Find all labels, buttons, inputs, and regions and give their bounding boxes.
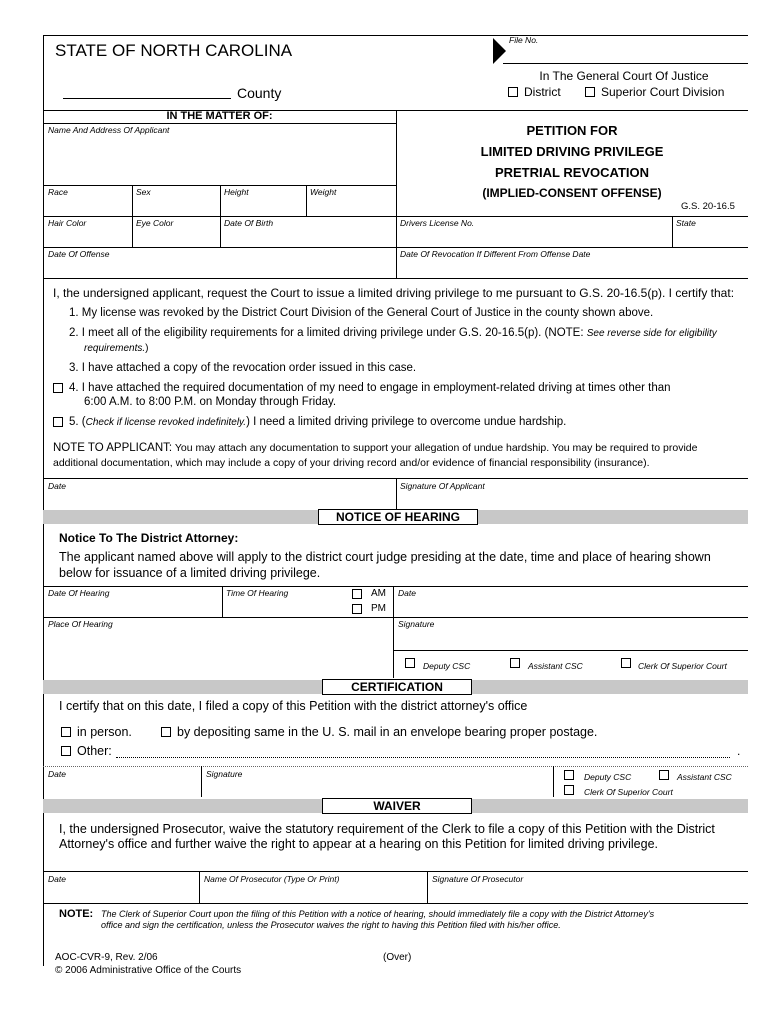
other-checkbox[interactable] <box>61 746 71 756</box>
dob-label: Date Of Birth <box>224 218 274 228</box>
hearing-assistant-csc-label: Assistant CSC <box>528 661 583 671</box>
certify-item-4: 4. I have attached the required documentation of my need to engage in employment-related driving at times other than <box>69 382 671 394</box>
other-label: Other: <box>77 744 112 758</box>
petition-title-3: PRETRIAL REVOCATION <box>494 165 650 180</box>
license-no-label: Drivers License No. <box>400 218 475 228</box>
certify-item-2-cont: requirements.) <box>84 343 149 354</box>
name-address-label: Name And Address Of Applicant <box>48 125 170 135</box>
certify-item-4-cont: 6:00 A.M. to 8:00 P.M. on Monday through Friday. <box>84 396 337 408</box>
pm-label: PM <box>371 603 386 614</box>
certify-item-5: 5. (Check if license revoked indefinitely.) I need a limited driving privilege to overcome undue hardship. <box>69 416 567 428</box>
note-line-1: The Clerk of Superior Court upon the filing of this Petition with a notice of hearing, should immediately file a copy with the District Attorney's <box>101 909 655 919</box>
in-person-checkbox[interactable] <box>61 727 71 737</box>
notice-to-da: Notice To The District Attorney: <box>59 531 239 545</box>
certify-item-1: 1. My license was revoked by the District Court Division of the General Court of Justice in the county shown above. <box>69 307 654 319</box>
note-line-2: office and sign the certification, unless the Prosecutor waives the right to having this Petition filed with his/her office. <box>101 920 561 930</box>
race-label: Race <box>48 187 68 197</box>
hearing-signature-label: Signature <box>398 619 435 629</box>
file-no-arrow-icon <box>493 38 506 64</box>
file-no-label: File No. <box>509 35 539 45</box>
height-label: Height <box>224 187 249 197</box>
state-label: State <box>676 218 696 228</box>
over-label: (Over) <box>383 952 412 963</box>
note-label: NOTE: <box>59 908 94 920</box>
certify-intro: I, the undersigned applicant, request the Court to issue a limited driving privilege to me pursuant to G.S. 20-16.5(p). I certify that: <box>53 286 735 300</box>
applicant-signature-label: Signature Of Applicant <box>400 481 485 491</box>
certify-item-3: 3. I have attached a copy of the revocation order issued in this case. <box>69 362 417 374</box>
hearing-deputy-csc-label: Deputy CSC <box>423 661 471 671</box>
cert-deputy-csc-label: Deputy CSC <box>584 772 632 782</box>
other-period: . <box>737 744 741 758</box>
hearing-assistant-csc-checkbox[interactable] <box>510 658 520 668</box>
applicant-date-label: Date <box>48 481 66 491</box>
hearing-deputy-csc-checkbox[interactable] <box>405 658 415 668</box>
district-label: District <box>524 85 561 99</box>
place-of-hearing-label: Place Of Hearing <box>48 619 113 629</box>
sex-label: Sex <box>136 187 151 197</box>
petition-title-2: LIMITED DRIVING PRIVILEGE <box>480 144 664 159</box>
superior-court-label: Superior Court Division <box>601 85 725 99</box>
district-checkbox[interactable] <box>508 87 518 97</box>
cert-clerk-superior-label: Clerk Of Superior Court <box>584 787 673 797</box>
cert-deputy-csc-checkbox[interactable] <box>564 770 574 780</box>
in-person-label: in person. <box>77 725 132 739</box>
hearing-clerk-superior-label: Clerk Of Superior Court <box>638 661 727 671</box>
undue-hardship-checkbox[interactable] <box>53 417 63 427</box>
hearing-clerk-superior-checkbox[interactable] <box>621 658 631 668</box>
cert-signature-label: Signature <box>206 769 243 779</box>
note-to-applicant-cont: additional documentation, which may include a copy of your driving record and/or evidence of financial responsibility (insurance). <box>53 457 650 469</box>
pm-checkbox[interactable] <box>352 604 362 614</box>
hearing-body: The applicant named above will apply to the district court judge presiding at the date, time and place of hearing shown <box>59 550 711 564</box>
by-mail-checkbox[interactable] <box>161 727 171 737</box>
note-to-applicant: NOTE TO APPLICANT: You may attach any documentation to support your allegation of undue hardship. You may be required to provide <box>53 442 698 454</box>
state-title: STATE OF NORTH CAROLINA <box>55 41 293 60</box>
cert-assistant-csc-label: Assistant CSC <box>677 772 732 782</box>
superior-court-checkbox[interactable] <box>585 87 595 97</box>
date-of-offense-label: Date Of Offense <box>48 249 110 259</box>
date-of-hearing-label: Date Of Hearing <box>48 588 110 598</box>
certification-body: I certify that on this date, I filed a copy of this Petition with the district attorney's office <box>59 699 528 713</box>
certify-item-2: 2. I meet all of the eligibility requirements for a limited driving privilege under G.S. 20-16.5(p). (NOTE: See reverse side for eligibility <box>69 327 717 339</box>
eye-color-label: Eye Color <box>136 218 174 228</box>
prosecutor-name-label: Name Of Prosecutor (Type Or Print) <box>204 874 340 884</box>
statute-label: G.S. 20-16.5 <box>681 201 735 212</box>
waiver-body-cont: Attorney's office and further waive the right to appear at a hearing on this Petition for limited driving privilege. <box>59 837 659 851</box>
weight-label: Weight <box>310 187 337 197</box>
hearing-body-cont: below for issuance of a limited driving privilege. <box>59 566 321 580</box>
cert-assistant-csc-checkbox[interactable] <box>659 770 669 780</box>
hair-color-label: Hair Color <box>48 218 87 228</box>
by-mail-label: by depositing same in the U. S. mail in an envelope bearing proper postage. <box>177 725 598 739</box>
hearing-date-label: Date <box>398 588 416 598</box>
in-the-matter-title: IN THE MATTER OF: <box>166 110 273 122</box>
time-of-hearing-label: Time Of Hearing <box>226 588 289 598</box>
am-label: AM <box>371 588 386 599</box>
cert-date-label: Date <box>48 769 66 779</box>
petition-title-1: PETITION FOR <box>526 123 618 138</box>
court-label: In The General Court Of Justice <box>539 69 709 83</box>
prosecutor-signature-label: Signature Of Prosecutor <box>432 874 524 884</box>
cert-clerk-superior-checkbox[interactable] <box>564 785 574 795</box>
notice-of-hearing-title: NOTICE OF HEARING <box>318 509 478 525</box>
copyright: © 2006 Administrative Office of the Courts <box>55 965 242 976</box>
waiver-date-label: Date <box>48 874 66 884</box>
employment-driving-checkbox[interactable] <box>53 383 63 393</box>
county-label: County <box>237 85 282 101</box>
waiver-title: WAIVER <box>322 798 472 814</box>
waiver-body: I, the undersigned Prosecutor, waive the statutory requirement of the Clerk to file a copy of this Petition with the District <box>59 822 715 836</box>
am-checkbox[interactable] <box>352 589 362 599</box>
form-id: AOC-CVR-9, Rev. 2/06 <box>55 952 158 963</box>
date-of-revocation-label: Date Of Revocation If Different From Offense Date <box>400 249 591 259</box>
petition-title-4: (IMPLIED-CONSENT OFFENSE) <box>482 186 662 200</box>
certification-title: CERTIFICATION <box>322 679 472 695</box>
